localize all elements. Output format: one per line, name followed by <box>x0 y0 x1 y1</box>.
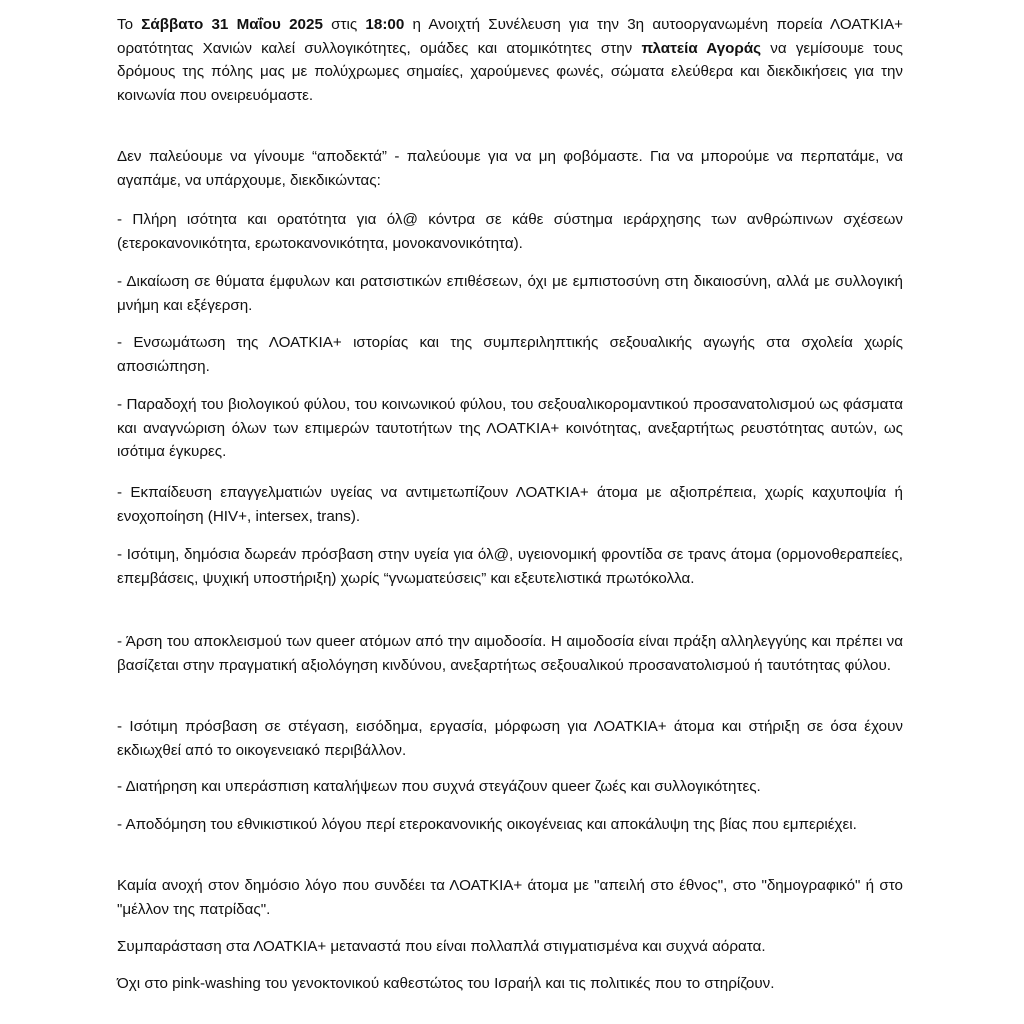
closing-paragraph: Όχι στο pink-washing του γενοκτονικού καθεστώτος του Ισραήλ και τις πολιτικές που το στηρίζουν. <box>117 975 775 992</box>
demand-item: - Ενσωμάτωση της ΛΟΑΤΚΙΑ+ ιστορίας και της συμπεριληπτικής σεξουαλικής αγωγής στα σχολεία χωρίς αποσιώπηση. <box>117 334 903 375</box>
intro-text: Το <box>117 16 142 33</box>
demand-item: - Άρση του αποκλεισμού των queer ατόμων από την αιμοδοσία. Η αιμοδοσία είναι πράξη αλληλεγγύης και πρέπει να βασίζεται στην πραγματική αξιολόγηση κινδύνου, ανεξαρτήτως σεξουαλικού προσανατολισμού ή ταυτότητας φύλου. <box>117 633 903 674</box>
demand-item: - Ισότιμη, δημόσια δωρεάν πρόσβαση στην υγεία για όλ@, υγειονομική φροντίδα σε τρανς άτομα (ορμονοθεραπείες, επεμβάσεις, ψυχική υποστήριξη) χωρίς “γνωματεύσεις” και εξευτελιστικά πρωτόκολλα. <box>117 546 903 587</box>
demand-item: - Αποδόμηση του εθνικιστικού λόγου περί ετεροκανονικής οικογένειας και αποκάλυψη της βίας που εμπεριέχει. <box>117 816 857 833</box>
demand-item: - Διατήρηση και υπεράσπιση καταλήψεων που συχνά στεγάζουν queer ζωές και συλλογικότητες. <box>117 778 761 795</box>
intro-text: στις <box>322 16 366 33</box>
event-place: πλατεία Αγοράς <box>641 39 762 57</box>
demand-item: - Εκπαίδευση επαγγελματιών υγείας να αντιμετωπίζουν ΛΟΑΤΚΙΑ+ άτομα με αξιοπρέπεια, χωρίς καχυποψία ή ενοχοποίηση (HIV+, intersex, trans). <box>117 484 903 525</box>
event-date: Σάββατο 31 Μαΐου 2025 <box>141 16 323 33</box>
closing-paragraph: Καμία ανοχή στον δημόσιο λόγο που συνδέει τα ΛΟΑΤΚΙΑ+ άτομα με "απειλή στο έθνος", στο "δημογραφικό" ή στο "μέλλον της πατρίδας". <box>117 877 903 918</box>
intro-text: η Ανοιχτή Συνέλευση για την 3η αυτοοργανωμένη πορεία ΛΟΑΤΚΙΑ+ ορατότητας Χανιών καλεί συλλογικότητες, ομάδες και ατομικότητες στην <box>117 16 903 57</box>
intro-paragraph <box>117 13 903 107</box>
demand-item: - Δικαίωση σε θύματα έμφυλων και ρατσιστικών επιθέσεων, όχι με εμπιστοσύνη στη δικαιοσύνη, αλλά με συλλογική μνήμη και εξέγερση. <box>117 273 903 314</box>
event-time: 18:00 <box>365 16 405 33</box>
demand-item: - Ισότιμη πρόσβαση σε στέγαση, εισόδημα, εργασία, μόρφωση για ΛΟΑΤΚΙΑ+ άτομα και στήριξη σε όσα έχουν εκδιωχθεί από το οικογενειακό περιβάλλον. <box>117 718 903 759</box>
closing-paragraph: Συμπαράσταση στα ΛΟΑΤΚΙΑ+ μεταναστά που είναι πολλαπλά στιγματισμένα και συχνά αόρατα. <box>117 938 766 955</box>
demand-item: - Πλήρη ισότητα και ορατότητα για όλ@ κόντρα σε κάθε σύστημα ιεράρχησης των ανθρώπινων σχέσεων (ετεροκανονικότητα, ερωτοκανονικότητα, μονοκανονικότητα). <box>117 211 903 252</box>
demand-item: - Παραδοχή του βιολογικού φύλου, του κοινωνικού φύλου, του σεξουαλικορομαντικού προσανατολισμού ως φάσματα και αναγνώριση όλων των επιμερών ταυτοτήτων της ΛΟΑΤΚΙΑ+ κοινότητας, ανεξαρτήτως ρευστότητας αυτών, ως ισότιμα έγκυρες. <box>117 396 903 460</box>
lead-paragraph: Δεν παλεύουμε να γίνουμε “αποδεκτά” - παλεύουμε για να μη φοβόμαστε. Για να μπορούμε να περπατάμε, να αγαπάμε, να υπάρχουμε, διεκδικώντας: <box>117 148 903 189</box>
intro-text: να γεμίσουμε τους δρόμους της πόλης μας με πολύχρωμες σημαίες, χαρούμενες φωνές, σώματα ελεύθερα και διεκδικήσεις για την κοινωνία που ονειρευόμαστε. <box>117 39 903 104</box>
